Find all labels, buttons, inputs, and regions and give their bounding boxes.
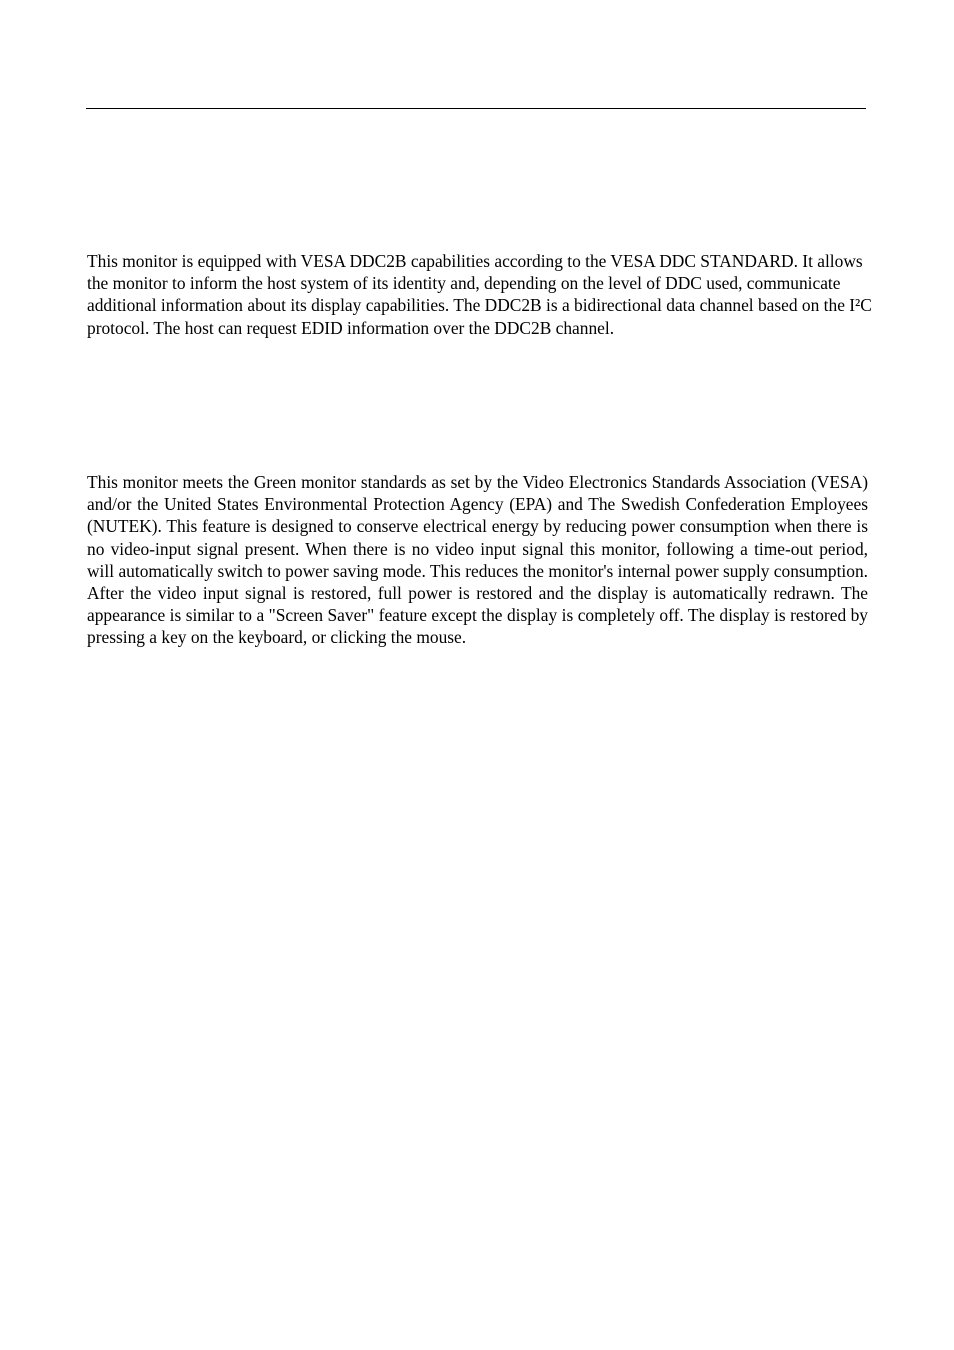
- ddc-paragraph: This monitor is equipped with VESA DDC2B capabilities according to the VESA DDC STANDARD. It allows the monitor to inform the host system of its identity and, depending on the level of DDC used, communicate additional information about its display capabilities. The DDC2B is a bidirectional data channel based on the I²C protocol. The host can request EDID information over the DDC2B channel.: [87, 251, 872, 338]
- header-rule: [86, 108, 866, 109]
- green-monitor-paragraph: This monitor meets the Green monitor standards as set by the Video Electronics Standards Association (VESA) and/or the United States Environmental Protection Agency (EPA) and The Swedish Confederation Employees (NUTEK). This feature is designed to conserve electrical energy by reducing power consumption when there is no video-input signal present. When there is no video input signal this monitor, following a time-out period, will automatically switch to power saving mode. This reduces the monitor's internal power supply consumption. After the video input signal is restored, full power is restored and the display is automatically redrawn. The appearance is similar to a "Screen Saver" feature except the display is completely off. The display is restored by pressing a key on the keyboard, or clicking the mouse.: [87, 472, 868, 648]
